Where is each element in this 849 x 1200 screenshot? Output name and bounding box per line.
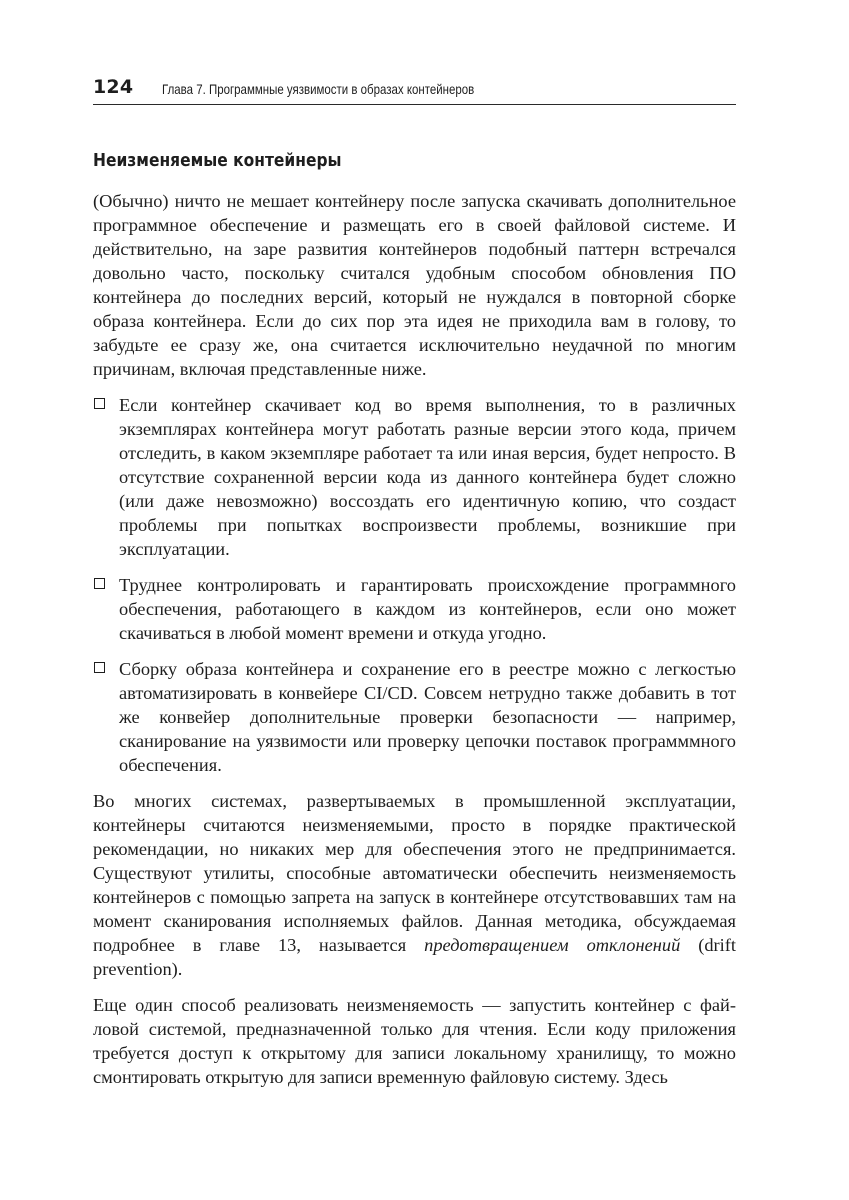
- checkbox-bullet-icon: [94, 662, 105, 673]
- paragraph-text: Во многих системах, развертываемых в промышленной эксплуатации, контейнеры считаются неизменяемыми, просто в порядке практической рекомендации, но никаких мер для обеспечения этого не предпринимается. Существуют утилиты, способные автоматически обеспечить неизменяемость контейнеров с помощью запрета на запуск в контейнере отсутствовавших там на момент сканирования исполняемых файлов. Данная методика, обсуждаемая подробнее в главе 13, называется: [93, 791, 736, 955]
- paragraph-text: (drift prevention).: [93, 935, 736, 979]
- list-item-text: Труднее контролировать и гарантировать происхождение программного обеспечения, работающего в каждом из контейнеров, если оно может скачиваться в любой момент времени и откуда угодно.: [119, 575, 736, 643]
- paragraph-intro: (Обычно) ничто не мешает контейнеру после запуска скачивать дополнительное программное обеспечение и размещать его в своей файловой системе. И действительно, на заре развития контейнеров подобный паттерн встречался довольно часто, поскольку считался удобным способом обновления ПО контейнера до последних версий, который не нуждался в повторной сборке образа контейнера. Если до сих пор эта идея не приходила вам в голову, то забудьте ее сразу же, она считается исключительно неудачной по многим причинам, включая представленные ниже.: [93, 191, 736, 379]
- list-item: [93, 657, 736, 777]
- section-heading: Неизменяемые контейнеры: [93, 150, 342, 171]
- list-item-text: Сборку образа контейнера и сохранение его в реестре можно с легкостью автоматизировать в конвейере CI/CD. Совсем нетрудно также добавить в тот же конвейер дополнительные проверки безопасности — например, сканирование на уязвимости или проверку цепочки поставок программмного обеспечения.: [119, 659, 736, 775]
- checkbox-bullet-icon: [94, 578, 105, 589]
- paragraph-readonly-fs: Еще один способ реализовать неизменяемость — запустить контейнер с файловой системой, предназначенной только для чтения. Если коду приложения требуется доступ к открытому для записи локальному хранилищу, то можно смонтировать открытую для записи временную файловую систему. Здесь: [93, 995, 736, 1087]
- italic-term: предотвращением отклонений: [424, 935, 681, 955]
- list-item: [93, 393, 736, 561]
- chapter-title: Глава 7. Программные уязвимости в образах контейнеров: [162, 81, 475, 97]
- paragraph-immutable-systems: [93, 789, 736, 981]
- bullet-list: [93, 393, 736, 777]
- list-item: [93, 573, 736, 645]
- body-text: [93, 189, 736, 1101]
- list-item-text: Если контейнер скачивает код во время выполнения, то в различных экземплярах контейнера могут работать разные версии этого кода, причем отследить, в каком экземпляре работает та или иная версия, будет непросто. В отсутствие сохраненной версии кода из данного контейнера будет сложно (или даже невозможно) воссоздать его идентичную копию, что создаст проблемы при попытках воспроизвести проблемы, возникшие при эксплуатации.: [119, 395, 736, 559]
- page-number: 124: [93, 76, 134, 98]
- book-page: [93, 0, 736, 1200]
- checkbox-bullet-icon: [94, 398, 105, 409]
- running-header: [93, 74, 736, 105]
